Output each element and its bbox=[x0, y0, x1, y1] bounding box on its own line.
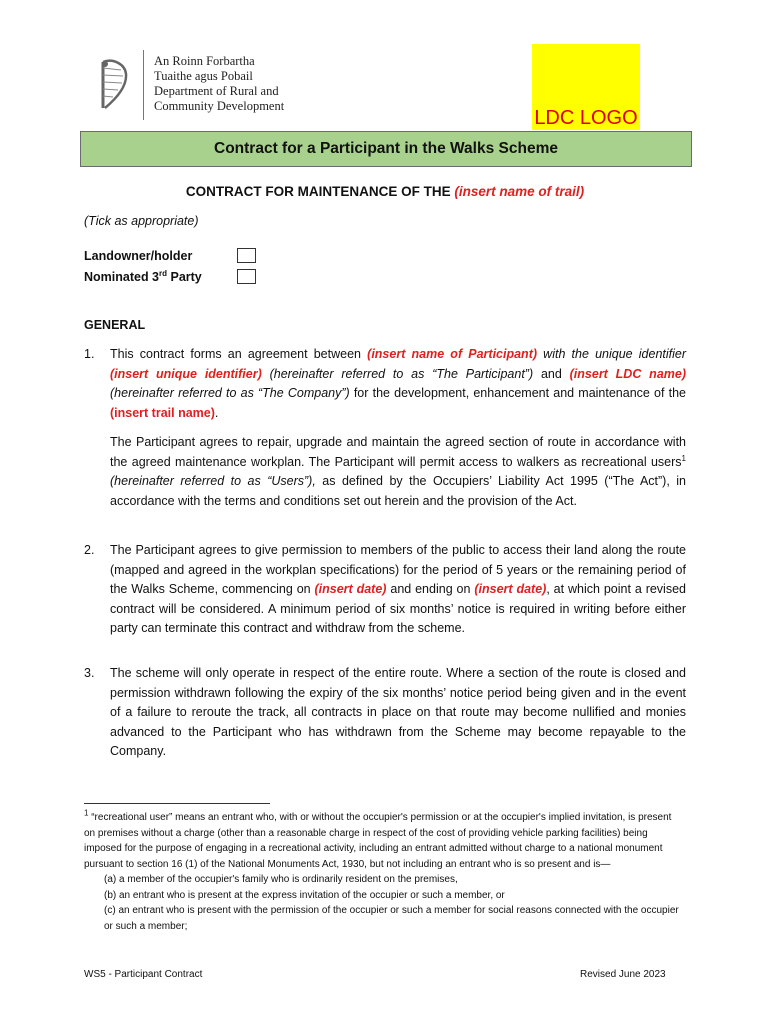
unique-identifier-placeholder: (insert unique identifier) bbox=[110, 366, 262, 381]
footnote-ref: 1 bbox=[681, 453, 686, 463]
text: This contract forms an agreement between bbox=[110, 347, 368, 361]
contract-subtitle bbox=[0, 184, 770, 199]
third-party-checkbox[interactable] bbox=[237, 269, 256, 284]
footnote-item: (b) an entrant who is present at the express invitation of the occupier or such a member, or bbox=[104, 889, 505, 901]
ldc-logo-text: LDC LOGO bbox=[534, 107, 638, 129]
date-placeholder: (insert date) bbox=[474, 582, 547, 596]
participant-name-placeholder: (insert name of Participant) bbox=[367, 347, 538, 361]
subtitle-prefix: CONTRACT FOR MAINTENANCE OF THE bbox=[185, 184, 455, 199]
harp-icon bbox=[95, 58, 131, 112]
text: , at which point a revised contract will be considered. A minimum period of six months’ notice is required in writing before either party can terminate this contract and withdraw from the scheme. bbox=[110, 582, 686, 635]
trail-name-placeholder: (insert trail name) bbox=[110, 405, 215, 420]
clause-2-text bbox=[110, 541, 686, 639]
tick-note: (Tick as appropriate) bbox=[84, 214, 199, 228]
text: (hereinafter referred to as “Users”), bbox=[110, 474, 316, 488]
text: and ending on bbox=[386, 582, 475, 596]
option-label-text: Nominated 3 bbox=[84, 270, 160, 284]
document-title: Contract for a Participant in the Walks Scheme bbox=[80, 131, 692, 167]
text: The Participant agrees to give permission to members of the public to access their land along the route (mapped and agreed in the workplan specifications) for the period of 5 years or the remaining period of the Walks Scheme, commencing on bbox=[110, 543, 686, 596]
dept-line: Department of Rural and bbox=[154, 84, 279, 98]
clause-1-number: 1. bbox=[84, 347, 95, 361]
text: for the development, enhancement and maintenance of the bbox=[349, 386, 686, 400]
date-placeholder: (insert date) bbox=[314, 582, 387, 596]
footer-doc-id: WS5 - Participant Contract bbox=[84, 969, 203, 980]
clause-2-number: 2. bbox=[84, 543, 95, 557]
text: (hereinafter referred to as “The Company”) bbox=[110, 386, 350, 400]
landowner-checkbox[interactable] bbox=[237, 248, 256, 263]
clause-3-number: 3. bbox=[84, 666, 95, 680]
text: . bbox=[214, 405, 219, 420]
footnote-item: (c) an entrant who is present with the permission of the occupier or such a member for social reasons connected with the occupier or such a member; bbox=[104, 905, 679, 932]
text: The Participant agrees to repair, upgrade and maintain the agreed section of route in accordance with the agreed maintenance workplan. The Participant will permit access to walkers as recreational users bbox=[110, 435, 686, 469]
dept-line: Community Development bbox=[154, 99, 285, 113]
ldc-logo-placeholder bbox=[532, 44, 640, 130]
text: (hereinafter referred to as “The Participant”) bbox=[261, 366, 534, 381]
footer-revision: Revised June 2023 bbox=[580, 969, 666, 980]
clause-1-text bbox=[110, 345, 686, 423]
text: as defined by the Occupiers’ Liability Act 1995 (“The Act”), in accordance with the terms and conditions set out herein and the provision of the Act. bbox=[110, 474, 687, 508]
text: and bbox=[533, 366, 570, 381]
footnote-item: (a) a member of the occupier's family who is ordinarily resident on the premises, bbox=[104, 874, 458, 885]
ldc-name-placeholder: (insert LDC name) bbox=[569, 366, 686, 381]
trail-name-placeholder: (insert name of trail) bbox=[454, 184, 585, 199]
footnote-marker: 1 bbox=[84, 808, 89, 818]
clause-3-text: The scheme will only operate in respect of the entire route. Where a section of the route is closed and permission withdrawn following the expiry of the six months’ notice period being given and in the event of a failure to reroute the track, all contracts in place on that route may become nullified and monies advanced to the Participant who has withdrawn from the Scheme may become repayable to the Company. bbox=[110, 666, 686, 758]
option-landowner-label: Landowner/holder bbox=[84, 249, 193, 263]
general-heading: GENERAL bbox=[84, 318, 146, 332]
footnote-main bbox=[84, 810, 684, 872]
footnote bbox=[84, 810, 684, 934]
dept-line: Tuaithe agus Pobail bbox=[154, 69, 253, 83]
footnote-rule bbox=[84, 803, 270, 804]
clause-1-paragraph-2 bbox=[110, 433, 686, 511]
department-name bbox=[154, 54, 284, 114]
option-label-sup: rd bbox=[159, 268, 168, 278]
header-divider bbox=[143, 50, 144, 120]
option-label-text: Party bbox=[167, 270, 202, 284]
option-third-party-label bbox=[84, 270, 202, 284]
footnote-text: “recreational user” means an entrant who, with or without the occupier's permission or at the occupier's implied invitation, is present on premises without a charge (other than a reasonable charge in respect of the cost of providing vehicle parking facilities) being imposed for the purpose of engaging in a recreational activity, including an entrant admitted without charge to a national monument pursuant to section 16 (1) of the National Monuments Act, 1930, but not including an entrant who is so present and is— bbox=[84, 812, 672, 870]
dept-line: An Roinn Forbartha bbox=[154, 54, 255, 68]
text: with the unique identifier bbox=[537, 347, 687, 361]
